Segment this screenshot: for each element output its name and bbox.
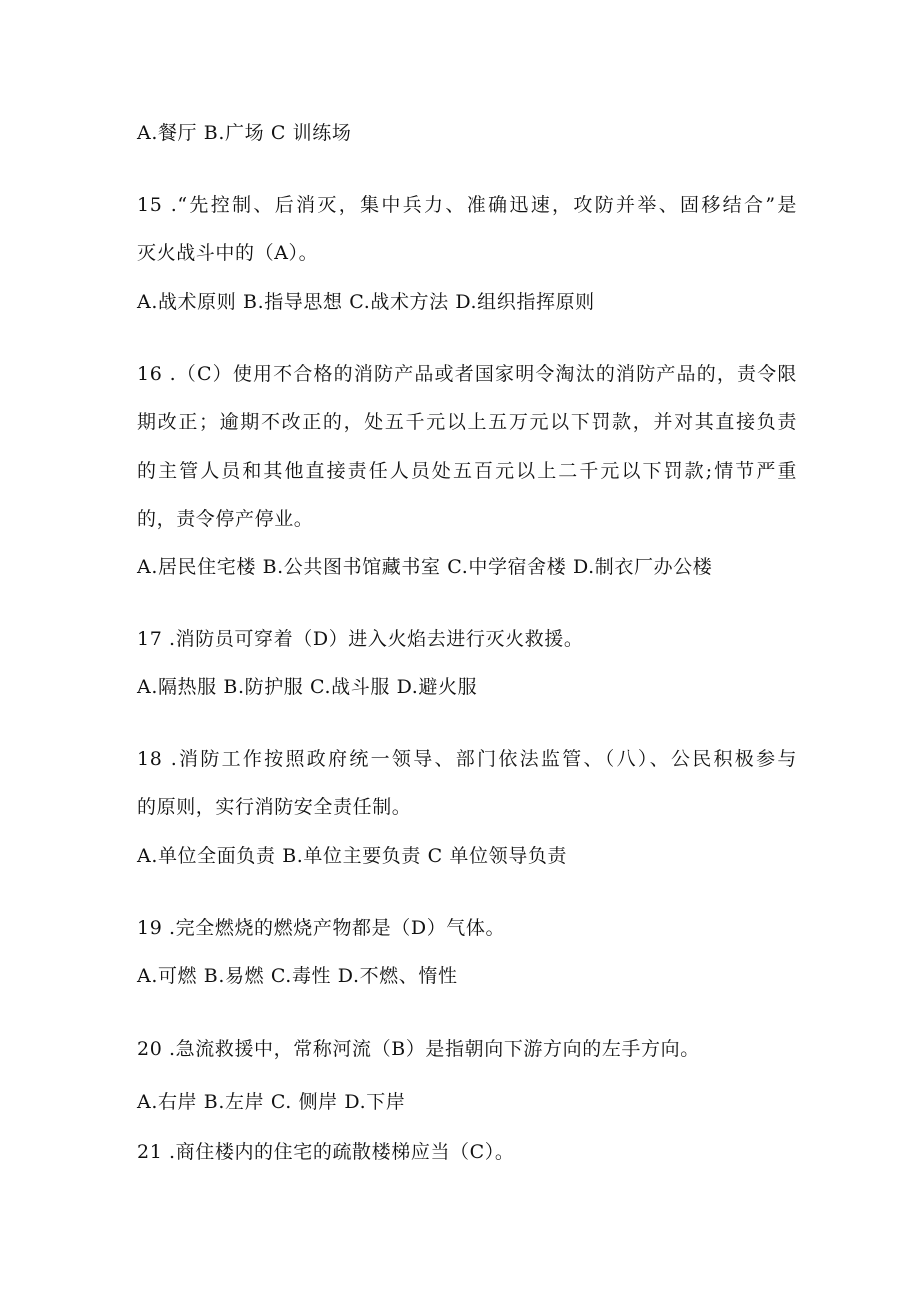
question-16-line-3: 的主管人员和其他直接责任人员处五百元以上二千元以下罚款;情节严重 bbox=[137, 460, 797, 482]
answer-options-16: A.居民住宅楼 B.公共图书馆藏书室 C.中学宿舍楼 D.制衣厂办公楼 bbox=[137, 556, 713, 578]
question-19: 19 .完全燃烧的燃烧产物都是（D）气体。 bbox=[137, 917, 506, 939]
question-20: 20 .急流救援中，常称河流（B）是指朝向下游方向的左手方向。 bbox=[137, 1038, 700, 1060]
answer-options-19: A.可燃 B.易燃 C.毒性 D.不燃、惰性 bbox=[137, 965, 458, 987]
question-16-line-2: 期改正；逾期不改正的，处五千元以上五万元以下罚款，并对其直接负责 bbox=[137, 411, 797, 433]
question-16-line-4: 的，责令停产停业。 bbox=[137, 508, 314, 530]
question-21: 21 .商住楼内的住宅的疏散楼梯应当（C）。 bbox=[137, 1141, 515, 1163]
question-16-line-1: 16 .（C）使用不合格的消防产品或者国家明令淘汰的消防产品的，责令限 bbox=[137, 363, 797, 385]
answer-options-20: A.右岸 B.左岸 C. 侧岸 D.下岸 bbox=[137, 1091, 406, 1113]
answer-options-15: A.战术原则 B.指导思想 C.战术方法 D.组织指挥原则 bbox=[137, 291, 595, 313]
question-17: 17 .消防员可穿着（D）进入火焰去进行灭火救援。 bbox=[137, 628, 584, 650]
question-15-line-2: 灭火战斗中的（A）。 bbox=[137, 242, 319, 264]
question-15-line-1: 15 .“先控制、后消灭，集中兵力、准确迅速，攻防并举、固移结合”是 bbox=[137, 194, 797, 216]
question-18-line-1: 18 .消防工作按照政府统一领导、部门依法监管、（八）、公民积极参与 bbox=[137, 748, 797, 770]
answer-options-14: A.餐厅 B.广场 C 训练场 bbox=[137, 122, 352, 144]
question-18-line-2: 的原则，实行消防安全责任制。 bbox=[137, 796, 412, 818]
answer-options-17: A.隔热服 B.防护服 C.战斗服 D.避火服 bbox=[137, 676, 478, 698]
answer-options-18: A.单位全面负责 B.单位主要负责 C 单位领导负责 bbox=[137, 845, 568, 867]
